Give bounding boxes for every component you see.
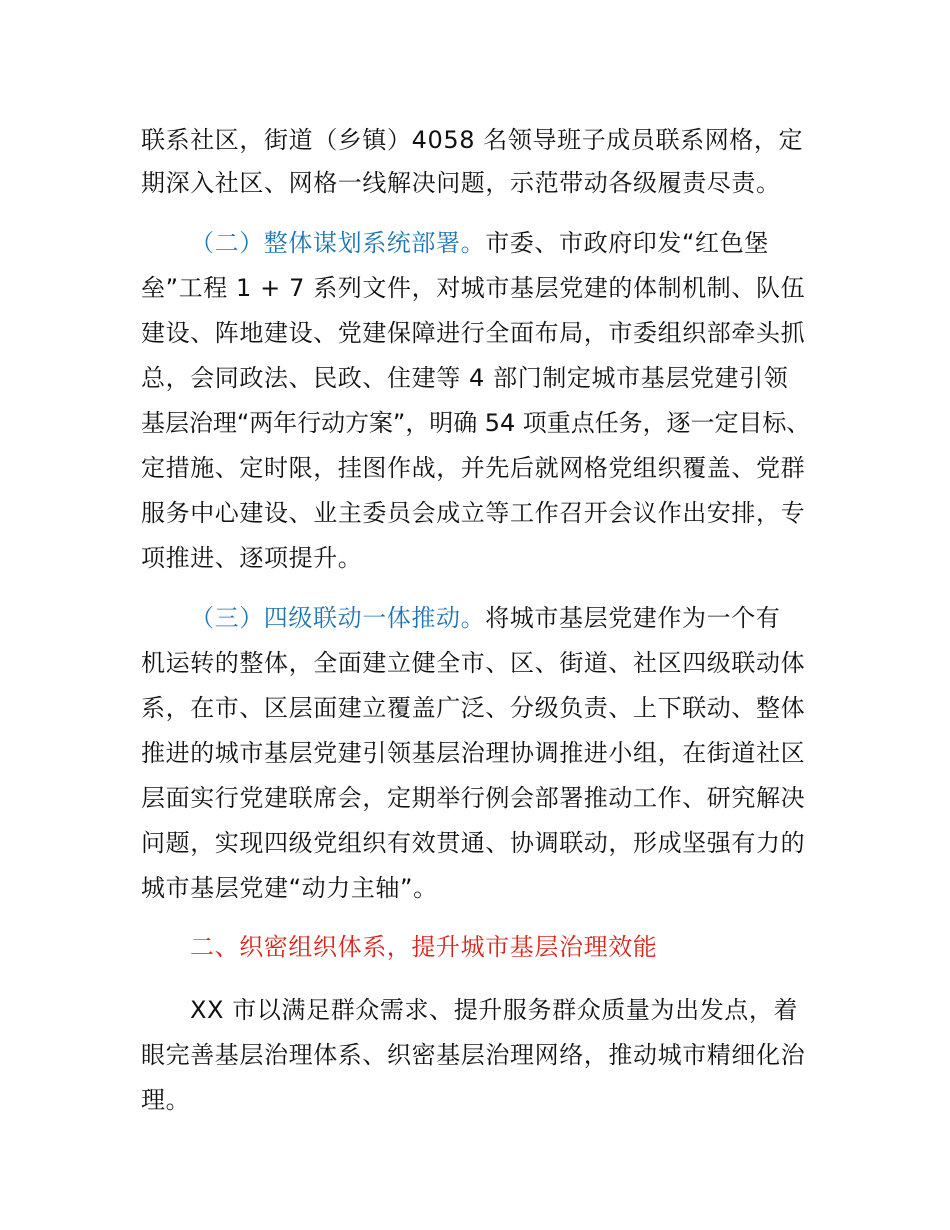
paragraph-line: XX 市以满足群众需求、提升服务群众质量为出发点，着 xyxy=(190,996,799,1024)
paragraph-line: 系，在市、区层面建立覆盖广泛、分级负责、上下联动、整体 xyxy=(141,694,806,722)
paragraph-line: 联系社区，街道（乡镇）4058 名领导班子成员联系网格，定 xyxy=(141,126,804,154)
paragraph-line: 理。 xyxy=(141,1086,191,1114)
paragraph-line: 项推进、逐项提升。 xyxy=(141,544,363,572)
paragraph-line: 城市基层党建“动力主轴”。 xyxy=(141,874,438,902)
section-3-heading: （三）四级联动一体推动。 xyxy=(190,604,486,632)
section-2-text: 市委、市政府印发“红色堡 xyxy=(485,229,769,257)
paragraph-line: 总，会同政法、民政、住建等 4 部门制定城市基层党建引领 xyxy=(141,364,789,392)
paragraph-line: 期深入社区、网格一线解决问题，示范带动各级履责尽责。 xyxy=(141,169,781,197)
paragraph-line: 问题，实现四级党组织有效贯通、协调联动，形成坚强有力的 xyxy=(141,829,806,857)
chapter-2-heading: 二、织密组织体系，提升城市基层治理效能 xyxy=(190,933,658,961)
paragraph-line: 眼完善基层治理体系、织密基层治理网络，推动城市精细化治 xyxy=(141,1041,806,1069)
paragraph-line: 推进的城市基层党建引领基层治理协调推进小组，在街道社区 xyxy=(141,739,806,767)
section-2-heading: （二）整体谋划系统部署。 xyxy=(190,229,486,257)
paragraph-line: 层面实行党建联席会，定期举行例会部署推动工作、研究解决 xyxy=(141,784,806,812)
paragraph-line: 建设、阵地建设、党建保障进行全面布局，市委组织部牵头抓 xyxy=(141,319,806,347)
paragraph-line: 服务中心建设、业主委员会成立等工作召开会议作出安排，专 xyxy=(141,499,806,527)
paragraph-line: 垒”工程 1 + 7 系列文件，对城市基层党建的体制机制、队伍 xyxy=(141,274,806,302)
section-2-first-line xyxy=(190,228,769,258)
paragraph-line: 定措施、定时限，挂图作战，并先后就网格党组织覆盖、党群 xyxy=(141,454,806,482)
paragraph-line: 机运转的整体，全面建立健全市、区、街道、社区四级联动体 xyxy=(141,649,806,677)
section-3-first-line xyxy=(190,603,780,633)
section-3-text: 将城市基层党建作为一个有 xyxy=(485,604,781,632)
paragraph-line: 基层治理“两年行动方案”，明确 54 项重点任务，逐一定目标、 xyxy=(141,409,811,437)
